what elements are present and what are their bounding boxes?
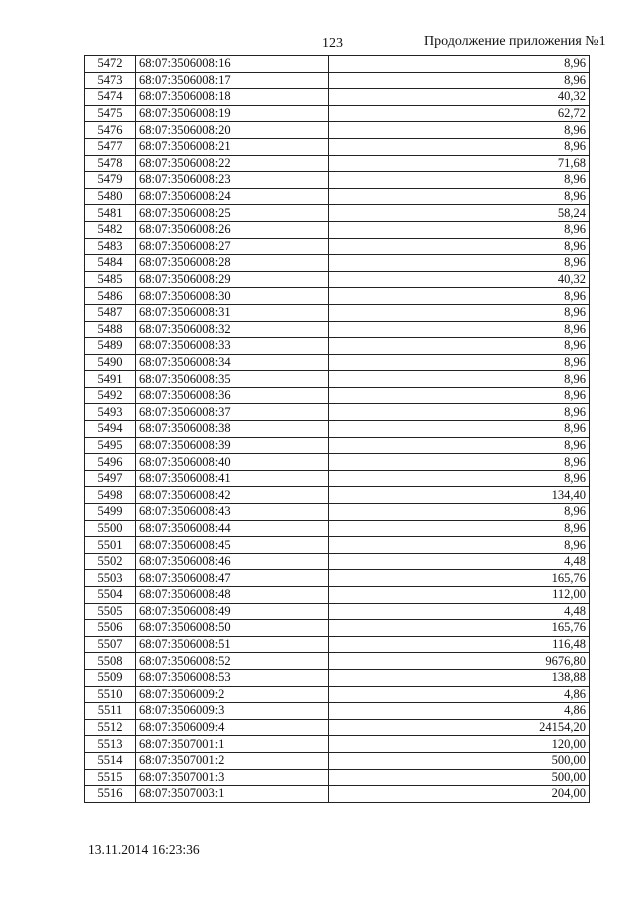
row-number: 5507 xyxy=(85,636,136,653)
row-number: 5493 xyxy=(85,404,136,421)
row-value: 4,48 xyxy=(329,553,590,570)
cadastral-number: 68:07:3506008:48 xyxy=(136,587,329,604)
row-number: 5477 xyxy=(85,138,136,155)
row-number: 5512 xyxy=(85,719,136,736)
table-row xyxy=(85,138,590,155)
cadastral-number: 68:07:3507001:3 xyxy=(136,769,329,786)
table-row xyxy=(85,238,590,255)
cadastral-number: 68:07:3506008:19 xyxy=(136,105,329,122)
row-value: 40,32 xyxy=(329,271,590,288)
cadastral-number: 68:07:3506008:51 xyxy=(136,636,329,653)
cadastral-number: 68:07:3506008:45 xyxy=(136,537,329,554)
row-number: 5492 xyxy=(85,387,136,404)
cadastral-number: 68:07:3506008:39 xyxy=(136,437,329,454)
row-value: 8,96 xyxy=(329,138,590,155)
row-value: 40,32 xyxy=(329,89,590,106)
row-number: 5485 xyxy=(85,271,136,288)
cadastral-number: 68:07:3506008:41 xyxy=(136,470,329,487)
table-row xyxy=(85,72,590,89)
row-value: 9676,80 xyxy=(329,653,590,670)
row-value: 8,96 xyxy=(329,304,590,321)
row-value: 8,96 xyxy=(329,404,590,421)
row-value: 116,48 xyxy=(329,636,590,653)
cadastral-number: 68:07:3507001:1 xyxy=(136,736,329,753)
cadastral-number: 68:07:3506008:50 xyxy=(136,620,329,637)
row-value: 8,96 xyxy=(329,387,590,404)
row-number: 5506 xyxy=(85,620,136,637)
table-row xyxy=(85,603,590,620)
table-row xyxy=(85,620,590,637)
table-row xyxy=(85,105,590,122)
table-row xyxy=(85,288,590,305)
row-number: 5480 xyxy=(85,188,136,205)
table-row xyxy=(85,470,590,487)
cadastral-number: 68:07:3507001:2 xyxy=(136,752,329,769)
row-number: 5511 xyxy=(85,703,136,720)
row-value: 8,96 xyxy=(329,354,590,371)
table-row xyxy=(85,769,590,786)
row-number: 5484 xyxy=(85,255,136,272)
row-number: 5513 xyxy=(85,736,136,753)
table-row xyxy=(85,89,590,106)
row-number: 5501 xyxy=(85,537,136,554)
cadastral-number: 68:07:3506009:2 xyxy=(136,686,329,703)
row-number: 5515 xyxy=(85,769,136,786)
table-row xyxy=(85,404,590,421)
table-row xyxy=(85,786,590,803)
row-number: 5516 xyxy=(85,786,136,803)
table-row xyxy=(85,653,590,670)
table-row xyxy=(85,221,590,238)
table-row xyxy=(85,387,590,404)
table-row xyxy=(85,371,590,388)
cadastral-number: 68:07:3506008:37 xyxy=(136,404,329,421)
row-value: 62,72 xyxy=(329,105,590,122)
row-number: 5476 xyxy=(85,122,136,139)
cadastral-number: 68:07:3506008:22 xyxy=(136,155,329,172)
row-value: 4,86 xyxy=(329,703,590,720)
row-value: 8,96 xyxy=(329,371,590,388)
registry-table-body xyxy=(85,56,590,803)
table-row xyxy=(85,421,590,438)
cadastral-number: 68:07:3506008:44 xyxy=(136,520,329,537)
table-row xyxy=(85,570,590,587)
cadastral-number: 68:07:3506008:36 xyxy=(136,387,329,404)
row-value: 8,96 xyxy=(329,537,590,554)
cadastral-number: 68:07:3506008:35 xyxy=(136,371,329,388)
row-number: 5474 xyxy=(85,89,136,106)
row-number: 5497 xyxy=(85,470,136,487)
table-row xyxy=(85,752,590,769)
table-row xyxy=(85,122,590,139)
cadastral-number: 68:07:3506008:34 xyxy=(136,354,329,371)
row-value: 4,86 xyxy=(329,686,590,703)
row-value: 71,68 xyxy=(329,155,590,172)
cadastral-number: 68:07:3506008:40 xyxy=(136,454,329,471)
row-number: 5495 xyxy=(85,437,136,454)
row-value: 8,96 xyxy=(329,421,590,438)
registry-table xyxy=(84,55,590,803)
cadastral-number: 68:07:3506008:23 xyxy=(136,172,329,189)
table-row xyxy=(85,553,590,570)
row-value: 165,76 xyxy=(329,570,590,587)
row-number: 5498 xyxy=(85,487,136,504)
cadastral-number: 68:07:3506008:18 xyxy=(136,89,329,106)
row-number: 5481 xyxy=(85,205,136,222)
row-number: 5505 xyxy=(85,603,136,620)
table-row xyxy=(85,686,590,703)
row-value: 8,96 xyxy=(329,56,590,73)
row-value: 8,96 xyxy=(329,188,590,205)
row-value: 8,96 xyxy=(329,338,590,355)
cadastral-number: 68:07:3507003:1 xyxy=(136,786,329,803)
table-row xyxy=(85,155,590,172)
row-value: 8,96 xyxy=(329,288,590,305)
row-number: 5489 xyxy=(85,338,136,355)
row-value: 8,96 xyxy=(329,255,590,272)
row-number: 5490 xyxy=(85,354,136,371)
cadastral-number: 68:07:3506008:47 xyxy=(136,570,329,587)
cadastral-number: 68:07:3506008:38 xyxy=(136,421,329,438)
row-value: 500,00 xyxy=(329,752,590,769)
cadastral-number: 68:07:3506009:3 xyxy=(136,703,329,720)
cadastral-number: 68:07:3506008:53 xyxy=(136,669,329,686)
cadastral-number: 68:07:3506008:16 xyxy=(136,56,329,73)
cadastral-number: 68:07:3506008:30 xyxy=(136,288,329,305)
cadastral-number: 68:07:3506008:31 xyxy=(136,304,329,321)
row-number: 5482 xyxy=(85,221,136,238)
cadastral-number: 68:07:3506008:46 xyxy=(136,553,329,570)
cadastral-number: 68:07:3506008:43 xyxy=(136,504,329,521)
table-row xyxy=(85,520,590,537)
appendix-title: Продолжение приложения №1 xyxy=(424,34,606,49)
table-row xyxy=(85,354,590,371)
row-value: 8,96 xyxy=(329,72,590,89)
table-row xyxy=(85,172,590,189)
row-number: 5496 xyxy=(85,454,136,471)
print-date: 13.11.2014 16:23:36 xyxy=(88,842,200,857)
row-number: 5472 xyxy=(85,56,136,73)
table-row xyxy=(85,669,590,686)
cadastral-number: 68:07:3506008:17 xyxy=(136,72,329,89)
row-value: 8,96 xyxy=(329,437,590,454)
cadastral-number: 68:07:3506008:29 xyxy=(136,271,329,288)
row-value: 8,96 xyxy=(329,221,590,238)
cadastral-number: 68:07:3506008:42 xyxy=(136,487,329,504)
table-row xyxy=(85,703,590,720)
row-value: 8,96 xyxy=(329,122,590,139)
row-number: 5508 xyxy=(85,653,136,670)
table-row xyxy=(85,304,590,321)
cadastral-number: 68:07:3506008:24 xyxy=(136,188,329,205)
cadastral-number: 68:07:3506008:27 xyxy=(136,238,329,255)
row-number: 5487 xyxy=(85,304,136,321)
table-row xyxy=(85,487,590,504)
table-row xyxy=(85,255,590,272)
table-row xyxy=(85,587,590,604)
table-row xyxy=(85,321,590,338)
row-number: 5475 xyxy=(85,105,136,122)
cadastral-number: 68:07:3506008:32 xyxy=(136,321,329,338)
table-row xyxy=(85,537,590,554)
row-value: 8,96 xyxy=(329,520,590,537)
table-row xyxy=(85,437,590,454)
row-value: 58,24 xyxy=(329,205,590,222)
cadastral-number: 68:07:3506008:33 xyxy=(136,338,329,355)
cadastral-number: 68:07:3506008:52 xyxy=(136,653,329,670)
cadastral-number: 68:07:3506009:4 xyxy=(136,719,329,736)
row-number: 5473 xyxy=(85,72,136,89)
row-number: 5478 xyxy=(85,155,136,172)
table-row xyxy=(85,205,590,222)
row-value: 165,76 xyxy=(329,620,590,637)
row-number: 5488 xyxy=(85,321,136,338)
table-row xyxy=(85,56,590,73)
row-number: 5503 xyxy=(85,570,136,587)
row-value: 4,48 xyxy=(329,603,590,620)
row-value: 8,96 xyxy=(329,238,590,255)
row-value: 500,00 xyxy=(329,769,590,786)
row-number: 5499 xyxy=(85,504,136,521)
row-value: 138,88 xyxy=(329,669,590,686)
row-number: 5514 xyxy=(85,752,136,769)
row-value: 204,00 xyxy=(329,786,590,803)
cadastral-number: 68:07:3506008:25 xyxy=(136,205,329,222)
row-number: 5509 xyxy=(85,669,136,686)
row-number: 5479 xyxy=(85,172,136,189)
row-number: 5500 xyxy=(85,520,136,537)
row-number: 5491 xyxy=(85,371,136,388)
table-row xyxy=(85,338,590,355)
page-number: 123 xyxy=(322,36,343,51)
cadastral-number: 68:07:3506008:26 xyxy=(136,221,329,238)
row-value: 8,96 xyxy=(329,172,590,189)
table-row xyxy=(85,454,590,471)
row-value: 8,96 xyxy=(329,504,590,521)
cadastral-number: 68:07:3506008:49 xyxy=(136,603,329,620)
row-value: 112,00 xyxy=(329,587,590,604)
table-row xyxy=(85,719,590,736)
row-number: 5486 xyxy=(85,288,136,305)
cadastral-number: 68:07:3506008:20 xyxy=(136,122,329,139)
row-value: 24154,20 xyxy=(329,719,590,736)
row-value: 120,00 xyxy=(329,736,590,753)
row-number: 5494 xyxy=(85,421,136,438)
row-number: 5483 xyxy=(85,238,136,255)
table-row xyxy=(85,188,590,205)
table-row xyxy=(85,736,590,753)
row-number: 5502 xyxy=(85,553,136,570)
cadastral-number: 68:07:3506008:28 xyxy=(136,255,329,272)
row-value: 8,96 xyxy=(329,454,590,471)
row-number: 5510 xyxy=(85,686,136,703)
cadastral-number: 68:07:3506008:21 xyxy=(136,138,329,155)
table-row xyxy=(85,271,590,288)
table-row xyxy=(85,504,590,521)
table-row xyxy=(85,636,590,653)
row-number: 5504 xyxy=(85,587,136,604)
row-value: 8,96 xyxy=(329,470,590,487)
row-value: 134,40 xyxy=(329,487,590,504)
row-value: 8,96 xyxy=(329,321,590,338)
